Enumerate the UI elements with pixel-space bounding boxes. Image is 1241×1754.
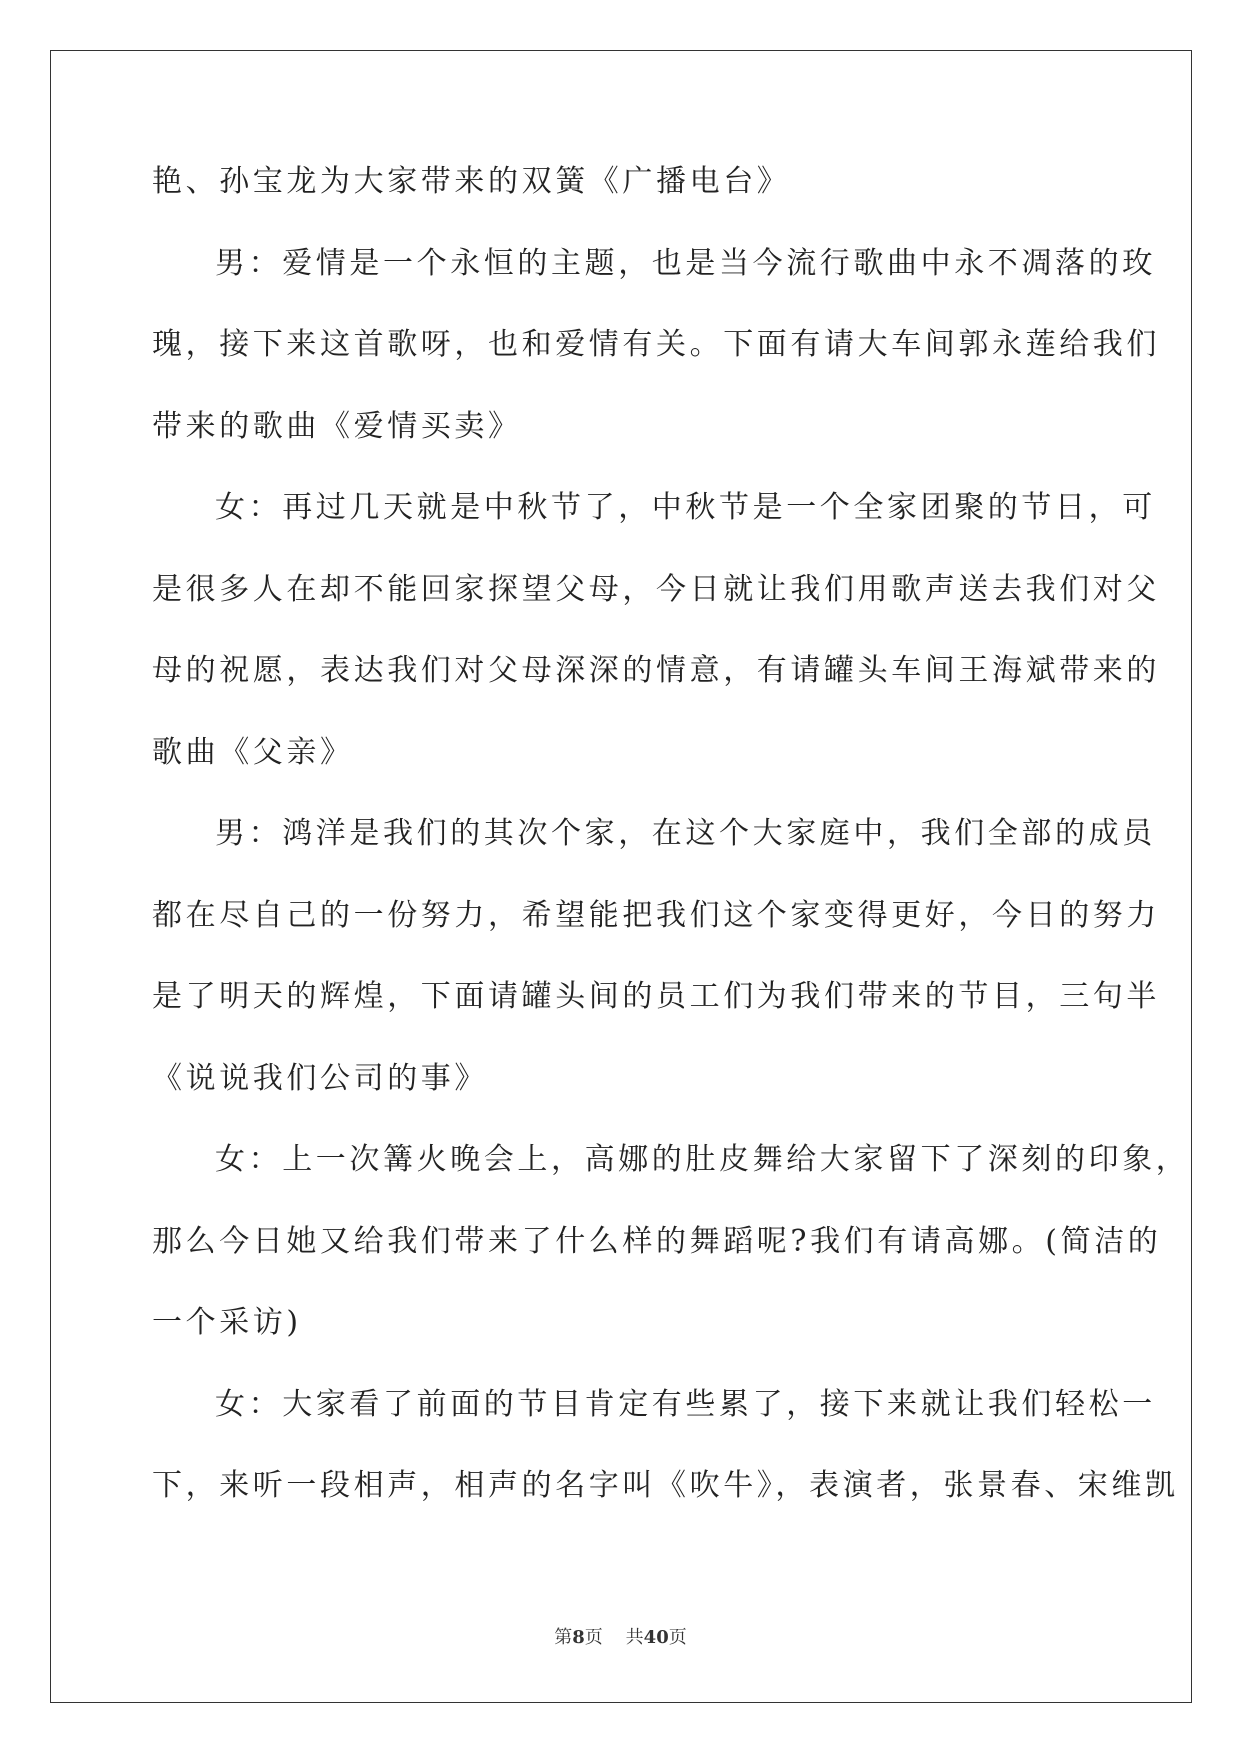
total-suffix: 页 xyxy=(668,1627,687,1648)
page-prefix: 第 xyxy=(554,1627,573,1648)
total-pages-number: 40 xyxy=(643,1627,669,1648)
text-line: 男：爱情是一个永恒的主题，也是当今流行歌曲中永不凋落的玫 xyxy=(215,245,1156,281)
text-line: 那么今日她又给我们带来了什么样的舞蹈呢?我们有请高娜。(简洁的 xyxy=(152,1223,1162,1259)
text-line: 女：上一次篝火晚会上，高娜的肚皮舞给大家留下了深刻的印象， xyxy=(215,1142,1190,1177)
page-footer xyxy=(0,1623,1241,1649)
text-line: 一个采访) xyxy=(152,1305,302,1340)
text-line: 男：鸿洋是我们的其次个家，在这个大家庭中，我们全部的成员 xyxy=(215,816,1156,851)
text-line: 女：大家看了前面的节目肯定有些累了，接下来就让我们轻松一 xyxy=(215,1386,1156,1422)
text-line: 瑰，接下来这首歌呀，也和爱情有关。下面有请大车间郭永莲给我们 xyxy=(152,327,1160,362)
text-line: 是很多人在却不能回家探望父母，今日就让我们用歌声送去我们对父 xyxy=(152,571,1160,607)
total-prefix: 共 xyxy=(625,1627,644,1648)
text-line: 都在尽自己的一份努力，希望能把我们这个家变得更好，今日的努力 xyxy=(152,897,1160,933)
text-line: 是了明天的辉煌，下面请罐头间的员工们为我们带来的节目，三句半 xyxy=(152,979,1160,1014)
document-body xyxy=(152,152,1190,1538)
page-suffix: 页 xyxy=(584,1627,603,1648)
text-line: 歌曲《父亲》 xyxy=(152,734,354,770)
text-line: 艳、孙宝龙为大家带来的双簧《广播电台》 xyxy=(152,164,791,199)
text-line: 下，来听一段相声，相声的名字叫《吹牛》，表演者，张景春、宋维凯 xyxy=(152,1468,1179,1503)
text-line: 带来的歌曲《爱情买卖》 xyxy=(152,408,522,444)
text-line: 《说说我们公司的事》 xyxy=(152,1060,488,1096)
text-line: 母的祝愿，表达我们对父母深深的情意，有请罐头车间王海斌带来的 xyxy=(152,653,1160,688)
text-line: 女：再过几天就是中秋节了，中秋节是一个全家团聚的节日，可 xyxy=(215,490,1156,525)
current-page-number: 8 xyxy=(572,1627,585,1648)
